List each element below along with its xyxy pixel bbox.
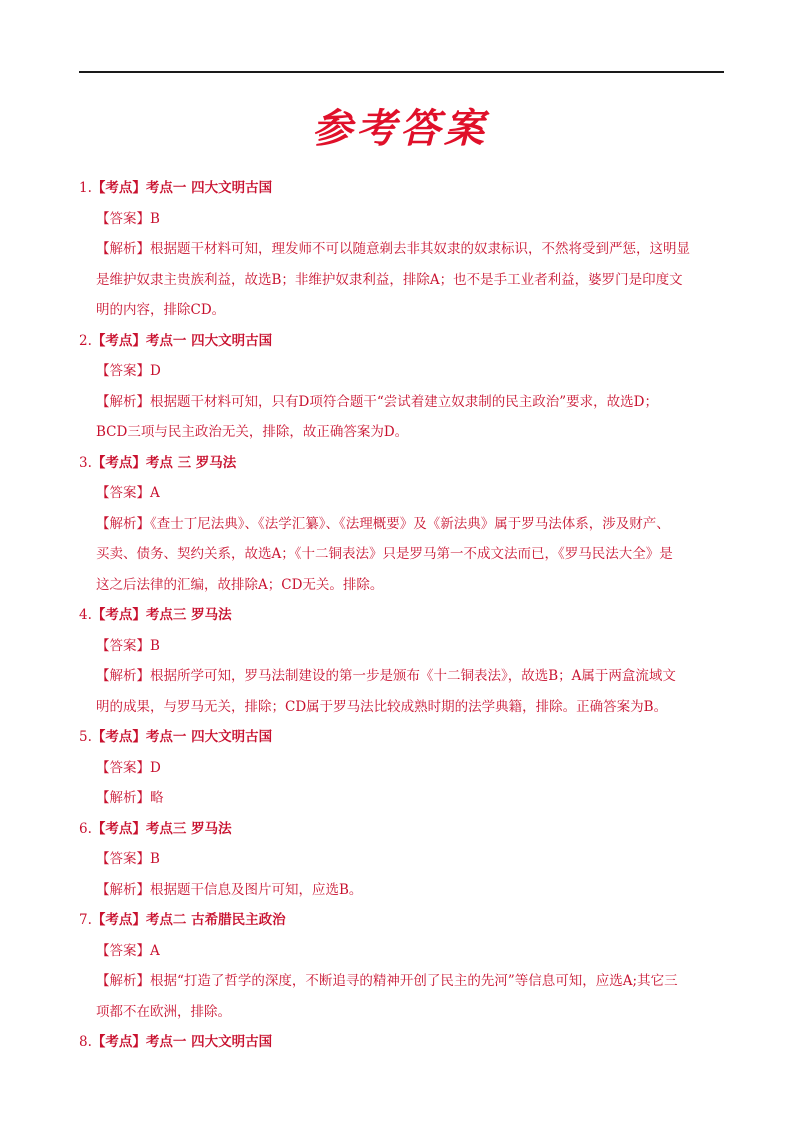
answer-line: [79, 204, 729, 235]
kaodian-tag: 【考点】: [91, 820, 146, 837]
answer-item-2: [79, 326, 729, 448]
answer-tag: 【答案】: [96, 210, 150, 227]
answer-line: [79, 478, 729, 509]
analysis-line: [79, 966, 729, 997]
question-number: 7.: [79, 912, 92, 928]
answer-item-4: [79, 600, 729, 722]
answer-tag: 【答案】: [96, 485, 150, 501]
analysis-text: 明的成果，与罗马无关，排除；CD属于罗马法比较成熟时期的法学典籍，排除。正确答案为B。: [96, 698, 668, 715]
analysis-line: [79, 661, 729, 692]
kaodian-text: 考点二 古希腊民主政治: [145, 912, 286, 928]
question-header: [79, 722, 729, 753]
page-title: 参考答案: [312, 105, 488, 152]
answer-line: [79, 356, 729, 387]
analysis-tag: 【解析】: [96, 668, 150, 684]
question-header: [79, 905, 729, 936]
analysis-line: [79, 570, 729, 601]
answer-line: [79, 631, 729, 662]
kaodian-text: 考点一 四大文明古国: [145, 729, 273, 745]
question-header: [79, 1027, 729, 1058]
answer-tag: 【答案】: [96, 942, 150, 959]
analysis-text: 根据题干信息及图片可知，应选B。: [150, 881, 363, 898]
answer-tag: 【答案】: [96, 759, 150, 776]
analysis-text: 明的内容，排除CD。: [96, 302, 226, 318]
analysis-line: [79, 997, 729, 1028]
analysis-text: 是维护奴隶主贵族利益，故选B；非维护奴隶利益，排除A；也不是手工业者利益，婆罗门是印度文: [96, 271, 683, 288]
question-number: 3.: [79, 454, 92, 471]
answer-tag: 【答案】: [96, 637, 150, 654]
analysis-line: [79, 387, 729, 418]
kaodian-text: 考点一 四大文明古国: [145, 1034, 273, 1050]
analysis-text: 根据题干材料可知，理发师不可以随意剃去非其奴隶的奴隶标识，不然将受到严惩，这明显: [150, 241, 690, 257]
analysis-line: [79, 875, 729, 906]
analysis-tag: 【解析】: [96, 241, 150, 257]
analysis-text: 项都不在欧洲，排除。: [96, 1003, 231, 1020]
kaodian-tag: 【考点】: [91, 1034, 146, 1050]
answer-item-1: [79, 173, 729, 326]
analysis-text: 根据所学可知，罗马法制建设的第一步是颁布《十二铜表法》，故选B；A属于两盒流域文: [150, 668, 676, 684]
answer-line: [79, 844, 729, 875]
analysis-tag: 【解析】: [96, 973, 150, 989]
kaodian-text: 考点三 罗马法: [145, 820, 232, 837]
analysis-text: 买卖、债务、契约关系，故选A；《十二铜表法》只是罗马第一不成文法而已，《罗马民法大全》是: [96, 546, 673, 562]
answer-tag: 【答案】: [96, 851, 150, 867]
kaodian-text: 考点一 四大文明古国: [145, 332, 273, 349]
kaodian-tag: 【考点】: [91, 180, 146, 196]
answer-item-5: [79, 722, 729, 814]
analysis-tag: 【解析】: [96, 515, 150, 532]
answer-value: D: [150, 363, 161, 379]
question-header: [79, 600, 729, 631]
answer-item-3: [79, 448, 729, 601]
answer-value: D: [150, 759, 161, 776]
analysis-line: [79, 295, 729, 326]
question-header: [79, 326, 729, 357]
question-number: 2.: [79, 332, 92, 349]
analysis-line: [79, 234, 729, 265]
answer-value: A: [150, 942, 160, 959]
kaodian-text: 考点一 四大文明古国: [145, 180, 273, 196]
kaodian-tag: 【考点】: [91, 332, 146, 349]
analysis-line: [79, 783, 729, 814]
answer-item-8: [79, 1027, 729, 1058]
answer-line: [79, 936, 729, 967]
answer-item-6: [79, 814, 729, 906]
kaodian-tag: 【考点】: [91, 729, 146, 745]
kaodian-text: 考点三 罗马法: [145, 607, 232, 623]
analysis-line: [79, 539, 729, 570]
answer-value: B: [150, 210, 160, 227]
question-number: 6.: [79, 820, 92, 837]
analysis-text: 这之后法律的汇编，故排除A；CD无关。排除。: [96, 576, 384, 593]
answer-list: [79, 173, 729, 1058]
kaodian-tag: 【考点】: [91, 912, 146, 928]
analysis-tag: 【解析】: [96, 393, 150, 410]
kaodian-tag: 【考点】: [91, 454, 146, 471]
analysis-text: 《查士丁尼法典》、《法学汇纂》、《法理概要》及《新法典》属于罗马法体系，涉及财产、: [150, 515, 670, 532]
answer-value: B: [150, 851, 160, 867]
analysis-tag: 【解析】: [96, 881, 150, 898]
analysis-line: [79, 692, 729, 723]
analysis-line: [79, 265, 729, 296]
answer-line: [79, 753, 729, 784]
analysis-text: 略: [150, 790, 164, 806]
question-number: 5.: [79, 729, 92, 745]
analysis-text: BCD三项与民主政治无关，排除，故正确答案为D。: [96, 424, 409, 440]
question-number: 1.: [79, 180, 92, 196]
question-header: [79, 448, 729, 479]
question-header: [79, 173, 729, 204]
analysis-text: 根据题干材料可知，只有D项符合题干“尝试着建立奴隶制的民主政治”要求，故选D；: [150, 393, 658, 410]
question-number: 4.: [79, 607, 92, 623]
answer-value: A: [150, 485, 160, 501]
answer-tag: 【答案】: [96, 363, 150, 379]
analysis-text: 根据“打造了哲学的深度，不断追寻的精神开创了民主的先河”等信息可知，应选A;其它三: [150, 973, 678, 989]
kaodian-text: 考点 三 罗马法: [145, 454, 237, 471]
analysis-tag: 【解析】: [96, 790, 150, 806]
header-rule: [79, 71, 724, 73]
analysis-line: [79, 509, 729, 540]
question-header: [79, 814, 729, 845]
kaodian-tag: 【考点】: [91, 607, 146, 623]
question-number: 8.: [79, 1034, 92, 1050]
answer-value: B: [150, 637, 160, 654]
analysis-line: [79, 417, 729, 448]
answer-item-7: [79, 905, 729, 1027]
